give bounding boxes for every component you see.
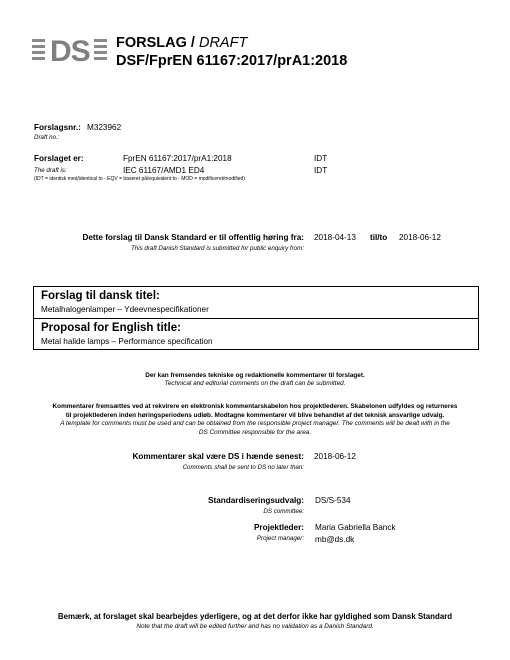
comments-line1-da: Der kan fremsendes tekniske og redaktionelle kommentarer til forslaget. <box>145 372 365 379</box>
comments-info <box>20 372 490 388</box>
project-manager-name: Maria Gabriella Banck <box>315 523 396 532</box>
enquiry-label-en: This draft Danish Standard is submitted for public enquiry from: <box>131 245 304 252</box>
enquiry-label: Dette forslag til Dansk Standard er til offentlig høring fra: <box>82 233 304 242</box>
deadline-label-en: Comments shall be sent to DS no later than: <box>182 464 304 471</box>
enquiry-from-date: 2018-04-13 <box>314 233 356 242</box>
draft-label-en: DRAFT <box>198 35 248 51</box>
english-title-heading: Proposal for English title: <box>41 322 181 334</box>
comments-para-en-1: A template for comments must be used and can be obtained from the responsible project manager. The comments will be dealt with in the <box>60 420 450 428</box>
draft-is-label-en: The draft is: <box>34 167 67 174</box>
english-title: Metal halide lamps – Performance specification <box>41 337 213 346</box>
titles-divider <box>34 318 478 319</box>
comments-para-da-2: til projektlederen inden høringsperiodens udløb. Modtagne kommentarer vil blive behandlet af det teknisk ansvarlige udvalg. <box>65 411 445 419</box>
footer-note-da: Bemærk, at forslaget skal bearbejdes yderligere, og at det derfor ikke har gyldighed som Dansk Standard <box>57 612 453 621</box>
draft-no-label-en: Draft no.: <box>34 134 60 141</box>
identity-legend: (IDT = identisk med/identical to - EQV = baseret på/equivalent to - MOD = modificeret/modified) <box>34 176 245 182</box>
committee-label-en: DS committee: <box>263 508 304 515</box>
footer-note <box>0 611 510 632</box>
comments-line1-en: Technical and editorial comments on the draft can be submitted. <box>164 380 346 387</box>
project-manager-label-en: Project manager: <box>256 535 304 542</box>
draft-label: FORSLAG <box>116 35 187 51</box>
deadline-value: 2018-06-12 <box>314 452 356 461</box>
footer-note-en: Note that the draft will be edited further and has no validation as a Danish Standard. <box>136 623 374 630</box>
draft-no-value: M323962 <box>87 123 122 132</box>
logo-stripes-left <box>32 39 45 63</box>
ds-logo <box>32 37 110 67</box>
comments-para-da-1: Kommentarer fremsættes ved at rekvirere en elektronisk kommentarskabelon hos projektlederen. Skabelonen udfyldes og returneres <box>52 403 458 410</box>
enquiry-to-label: til/to <box>370 233 388 242</box>
danish-title-heading: Forslag til dansk titel: <box>41 290 160 302</box>
logo-stripes-right <box>94 39 107 63</box>
draft-separator: / <box>190 35 195 51</box>
draft-is-label: Forslaget er: <box>34 154 84 163</box>
project-manager-label: Projektleder: <box>253 523 304 532</box>
project-manager-email[interactable]: mb@ds.dk <box>315 535 355 544</box>
draft-is-row2-value: IEC 61167/AMD1 ED4 <box>123 166 205 175</box>
deadline-label: Kommentarer skal være DS i hænde senest: <box>132 452 304 461</box>
committee-label: Standardiseringsudvalg: <box>208 496 304 505</box>
draft-is-row2-code: IDT <box>314 166 328 175</box>
comments-template-info <box>20 403 490 437</box>
committee-value: DS/S-534 <box>315 496 351 505</box>
enquiry-to-date: 2018-06-12 <box>399 233 441 242</box>
danish-title: Metalhalogenlamper – Ydeevnespecifikationer <box>41 305 209 314</box>
draft-is-row1-value: FprEN 61167:2017/prA1:2018 <box>123 154 232 163</box>
titles-box <box>33 286 479 350</box>
draft-is-row1-code: IDT <box>314 154 328 163</box>
draft-heading <box>116 35 247 51</box>
draft-no-label: Forslagsnr.: <box>34 123 81 132</box>
standard-title: DSF/FprEN 61167:2017/prA1:2018 <box>116 53 348 69</box>
logo-text: DS <box>50 35 90 68</box>
comments-para-en-2: DS Committee responsible for the area. <box>198 428 312 436</box>
